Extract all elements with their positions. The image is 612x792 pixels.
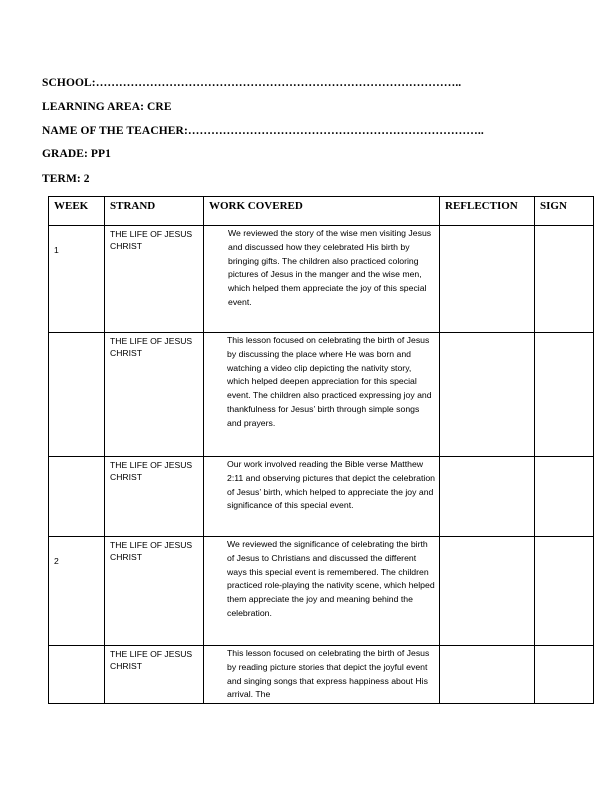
column-header-sign: SIGN <box>535 197 594 226</box>
term: TERM: 2 <box>42 173 90 185</box>
reflection-cell[interactable] <box>440 333 535 457</box>
work-covered-cell: We reviewed the significance of celebrating the birth of Jesus to Christians and discussed the different ways this special event is remembered. The children practiced role-playing the nativity scene, which helped them appreciate the joy and meaning behind the celebration. <box>204 537 440 646</box>
column-header-work-covered: WORK COVERED <box>204 197 440 226</box>
reflection-cell[interactable] <box>440 537 535 646</box>
work-covered-table <box>48 196 594 704</box>
school-field: SCHOOL:………………………………………………………………………………….. <box>42 77 462 89</box>
work-covered-cell: This lesson focused on celebrating the birth of Jesus by reading picture stories that depict the joyful event and singing songs that express happiness about His arrival. The <box>204 646 440 704</box>
strand-cell: THE LIFE OF JESUS CHRIST <box>105 537 204 646</box>
sign-cell[interactable] <box>535 646 594 704</box>
work-covered-cell: Our work involved reading the Bible verse Matthew 2:11 and observing pictures that depict the celebration of Jesus’ birth, which helped to appreciate the joy and significance of this special event. <box>204 457 440 537</box>
week-cell <box>49 333 105 457</box>
week-cell: 2 <box>49 537 105 646</box>
sign-cell[interactable] <box>535 226 594 333</box>
table-row <box>49 333 594 457</box>
column-header-week: WEEK <box>49 197 105 226</box>
grade: GRADE: PP1 <box>42 148 112 160</box>
week-cell <box>49 457 105 537</box>
sign-cell[interactable] <box>535 457 594 537</box>
reflection-cell[interactable] <box>440 226 535 333</box>
strand-cell: THE LIFE OF JESUS CHRIST <box>105 646 204 704</box>
reflection-cell[interactable] <box>440 457 535 537</box>
column-header-strand: STRAND <box>105 197 204 226</box>
table-row <box>49 226 594 333</box>
sign-cell[interactable] <box>535 333 594 457</box>
work-covered-cell: We reviewed the story of the wise men visiting Jesus and discussed how they celebrated His birth by bringing gifts. The children also practiced coloring pictures of Jesus in the manger and the wise men, which helped them appreciate the joy of this special event. <box>204 226 440 333</box>
table-row <box>49 457 594 537</box>
sign-cell[interactable] <box>535 537 594 646</box>
column-header-reflection: REFLECTION <box>440 197 535 226</box>
reflection-cell[interactable] <box>440 646 535 704</box>
table-header-row <box>49 197 594 226</box>
table-row <box>49 646 594 704</box>
week-cell: 1 <box>49 226 105 333</box>
week-cell <box>49 646 105 704</box>
strand-cell: THE LIFE OF JESUS CHRIST <box>105 457 204 537</box>
work-covered-cell: This lesson focused on celebrating the birth of Jesus by discussing the place where He was born and watching a video clip depicting the nativity story, which helped deepen appreciation for this special event. The children also practiced expressing joy and thankfulness for Jesus’ birth through simple songs and prayers. <box>204 333 440 457</box>
table-row <box>49 537 594 646</box>
strand-cell: THE LIFE OF JESUS CHRIST <box>105 226 204 333</box>
teacher-name-field: NAME OF THE TEACHER:………………………………………………………………….. <box>42 125 484 137</box>
learning-area: LEARNING AREA: CRE <box>42 101 172 113</box>
strand-cell: THE LIFE OF JESUS CHRIST <box>105 333 204 457</box>
